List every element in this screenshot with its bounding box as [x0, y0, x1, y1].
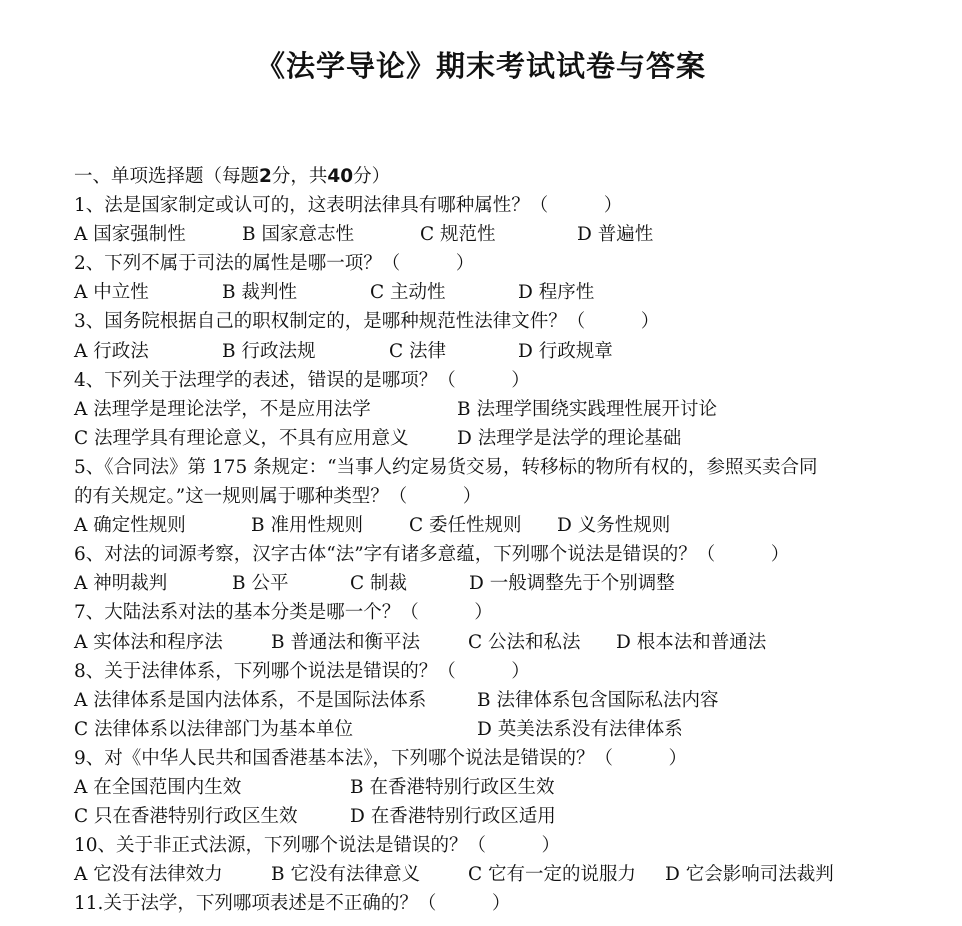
option-b: B 公平	[232, 573, 289, 595]
options-4a	[74, 395, 954, 424]
options-9a	[74, 773, 954, 802]
option-d: D 程序性	[518, 282, 595, 304]
option-d: D 行政规章	[518, 340, 613, 362]
question-4	[74, 366, 954, 395]
option-a: A 确定性规则	[74, 515, 186, 537]
question-1	[74, 191, 954, 220]
question-6	[74, 540, 954, 569]
exam-body	[74, 162, 954, 918]
option-c: C 主动性	[370, 282, 446, 304]
section-points: 2	[259, 166, 272, 187]
options-8b	[74, 715, 954, 744]
section-heading	[74, 162, 954, 191]
options-10	[74, 860, 954, 889]
option-b: B 准用性规则	[251, 515, 363, 537]
option-a: A 它没有法律效力	[74, 864, 223, 886]
option-b: B 法律体系包含国际私法内容	[477, 689, 719, 711]
section-suffix: 分）	[353, 166, 391, 187]
question-5	[74, 453, 954, 482]
question-10	[74, 831, 954, 860]
option-b: B 裁判性	[222, 282, 297, 304]
option-a: A 法律体系是国内法体系，不是国际法体系	[74, 689, 427, 711]
question-text: 2、下列不属于司法的属性是哪一项？（ ）	[74, 253, 475, 275]
options-1	[74, 220, 954, 249]
section-total: 40	[327, 166, 354, 187]
option-b: B 它没有法律意义	[271, 864, 420, 886]
option-b: B 行政法规	[222, 340, 316, 362]
question-text: 5、《合同法》第 175 条规定：“当事人约定易货交易，转移标的物所有权的，参照买卖合同	[74, 456, 818, 478]
question-text: 8、关于法律体系，下列哪个说法是错误的？（ ）	[74, 660, 530, 682]
options-2	[74, 278, 954, 307]
question-text-continued: 的有关规定。”这一规则属于哪种类型？（ ）	[74, 486, 482, 508]
option-a: A 在全国范围内生效	[74, 776, 242, 798]
option-a: A 国家强制性	[74, 224, 186, 246]
option-a: A 中立性	[74, 282, 149, 304]
option-b: B 在香港特别行政区生效	[350, 776, 555, 798]
question-text: 1、法是国家制定或认可的，这表明法律具有哪种属性？（ ）	[74, 195, 623, 217]
question-5-continued	[74, 482, 954, 511]
option-d: D 一般调整先于个别调整	[469, 573, 675, 595]
option-c: C 它有一定的说服力	[468, 864, 637, 886]
question-text: 9、对《中华人民共和国香港基本法》，下列哪个说法是错误的？（ ）	[74, 747, 688, 769]
option-c: C 法理学具有理论意义，不具有应用意义	[74, 427, 409, 449]
section-prefix: 一、单项选择题（每题	[74, 166, 260, 187]
option-c: C 法律	[389, 340, 447, 362]
document-title: 《法学导论》期末考试试卷与答案	[255, 49, 706, 83]
options-5	[74, 511, 954, 540]
question-8	[74, 657, 954, 686]
option-c: C 法律体系以法律部门为基本单位	[74, 718, 354, 740]
question-text: 4、下列关于法理学的表述，错误的是哪项？（ ）	[74, 369, 530, 391]
option-c: C 只在香港特别行政区生效	[74, 806, 298, 828]
option-a: A 神明裁判	[74, 573, 168, 595]
option-c: C 制裁	[350, 573, 408, 595]
section-mid: 分，共	[271, 166, 328, 187]
option-b: B 国家意志性	[242, 224, 354, 246]
options-4b	[74, 424, 954, 453]
question-11	[74, 889, 954, 918]
options-8a	[74, 686, 954, 715]
option-d: D 在香港特别行政区适用	[350, 806, 556, 828]
option-c: C 委任性规则	[409, 515, 522, 537]
question-text: 7、大陆法系对法的基本分类是哪一个？（ ）	[74, 602, 493, 624]
option-c: C 规范性	[420, 224, 496, 246]
option-b: B 法理学围绕实践理性展开讨论	[457, 398, 717, 420]
option-d: D 根本法和普通法	[616, 631, 767, 653]
option-c: C 公法和私法	[468, 631, 581, 653]
options-9b	[74, 802, 954, 831]
question-text: 3、国务院根据自己的职权制定的，是哪种规范性法律文件？（ ）	[74, 311, 660, 333]
question-3	[74, 307, 954, 336]
option-a: A 行政法	[74, 340, 149, 362]
option-d: D 英美法系没有法律体系	[477, 718, 683, 740]
option-d: D 普遍性	[577, 224, 654, 246]
question-text: 6、对法的词源考察，汉字古体“法”字有诸多意蕴，下列哪个说法是错误的？（ ）	[74, 544, 790, 566]
option-a: A 实体法和程序法	[74, 631, 223, 653]
options-6	[74, 569, 954, 598]
option-d: D 义务性规则	[557, 515, 671, 537]
option-a: A 法理学是理论法学，不是应用法学	[74, 398, 371, 420]
option-b: B 普通法和衡平法	[271, 631, 420, 653]
question-9	[74, 744, 954, 773]
question-2	[74, 249, 954, 278]
option-d: D 它会影响司法裁判	[665, 864, 834, 886]
question-text: 11.关于法学，下列哪项表述是不正确的？（ ）	[74, 893, 511, 915]
question-7	[74, 598, 954, 627]
options-7	[74, 628, 954, 657]
option-d: D 法理学是法学的理论基础	[457, 427, 682, 449]
options-3	[74, 337, 954, 366]
question-text: 10、关于非正式法源，下列哪个说法是错误的？（ ）	[74, 835, 561, 857]
